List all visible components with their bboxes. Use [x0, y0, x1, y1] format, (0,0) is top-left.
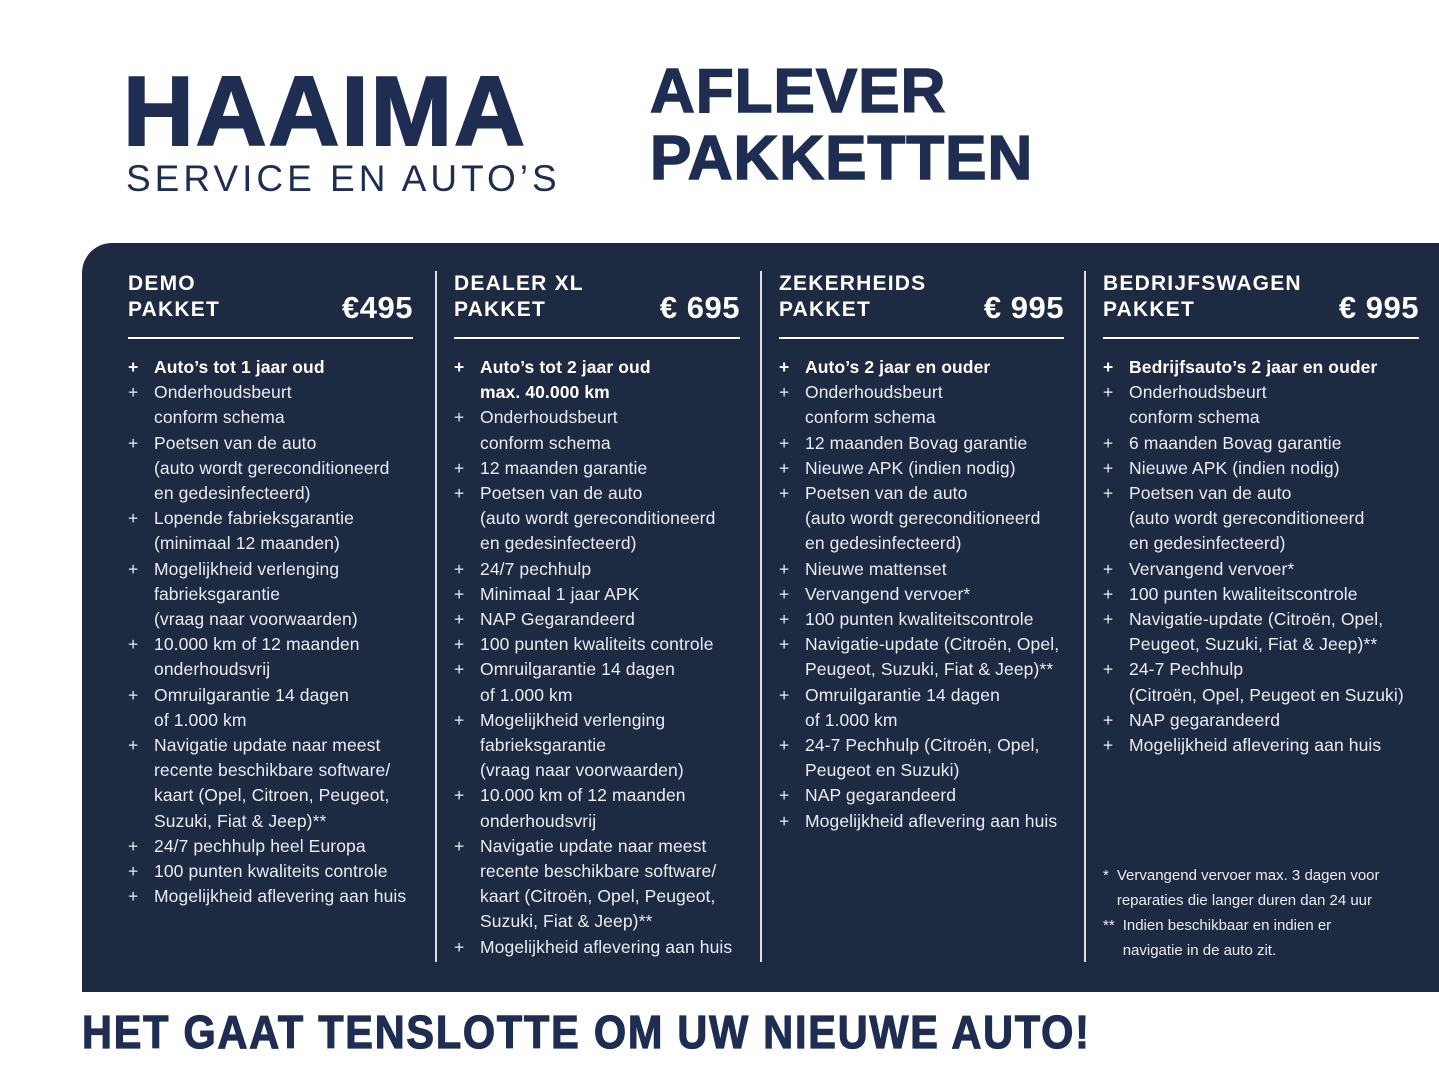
feature-item — [454, 456, 740, 481]
text-line: reparaties die langer duren dan 24 uur — [1116, 892, 1373, 910]
footnote-marker: ** — [1103, 917, 1115, 935]
plus-marker: + — [1103, 735, 1114, 756]
page-title — [650, 58, 1033, 192]
text-line: Peugeot, Suzuki, Fiat & Jeep)** — [805, 659, 1054, 680]
feature-item — [779, 783, 1064, 808]
text-line: (auto wordt gereconditioneerd — [154, 457, 390, 478]
package-column — [437, 271, 762, 962]
text-line: Lopende fabrieksgarantie — [154, 508, 354, 529]
plus-marker: + — [779, 634, 790, 655]
plus-marker: + — [128, 861, 139, 882]
plus-marker: + — [779, 583, 790, 604]
text-line: 10.000 km of 12 maanden — [480, 785, 686, 806]
text-line: kaart (Opel, Citroen, Peugeot, — [154, 785, 390, 806]
footnote-text — [1117, 863, 1380, 913]
text-line: NAP gegarandeerd — [805, 785, 957, 806]
text-line: of 1.000 km — [480, 684, 573, 705]
package-price: €495 — [342, 290, 413, 325]
feature-text — [480, 834, 740, 935]
package-feature-list — [128, 355, 413, 909]
plus-marker: + — [128, 357, 139, 377]
text-line: conform schema — [154, 407, 285, 428]
feature-text — [805, 582, 1064, 607]
feature-text — [154, 834, 413, 859]
plus-marker: + — [454, 785, 465, 806]
text-line: Auto’s 2 jaar en ouder — [805, 357, 991, 377]
package-name-line2: PAKKET — [128, 298, 220, 321]
feature-text — [154, 884, 413, 909]
feature-text — [480, 557, 740, 582]
plus-marker: + — [128, 634, 139, 655]
text-line: Nieuwe mattenset — [805, 558, 947, 579]
text-line: recente beschikbare software/ — [480, 861, 717, 882]
feature-item — [454, 355, 740, 405]
feature-item — [454, 632, 740, 657]
feature-item — [1103, 607, 1419, 657]
feature-item — [454, 557, 740, 582]
text-line: 24-7 Pechhulp (Citroën, Opel, — [805, 735, 1040, 756]
feature-text — [480, 481, 740, 557]
plus-marker: + — [128, 684, 139, 705]
text-line: Auto’s tot 1 jaar oud — [154, 357, 325, 377]
package-header — [1103, 271, 1419, 339]
feature-text — [805, 683, 1064, 733]
feature-item — [128, 683, 413, 733]
plus-marker: + — [128, 508, 139, 529]
text-line: 6 maanden Bovag garantie — [1129, 432, 1342, 453]
plus-marker: + — [779, 432, 790, 453]
text-line: fabrieksgarantie — [154, 583, 281, 604]
package-name — [1103, 271, 1302, 323]
text-line: en gedesinfecteerd) — [805, 533, 962, 554]
text-line: Mogelijkheid verlenging — [480, 709, 666, 730]
feature-text — [805, 607, 1064, 632]
feature-text — [805, 809, 1064, 834]
feature-text — [480, 632, 740, 657]
text-line: (vraag naar voorwaarden) — [154, 609, 358, 630]
text-line: fabrieksgarantie — [480, 735, 607, 756]
feature-text — [480, 405, 740, 455]
feature-item — [779, 431, 1064, 456]
feature-item — [128, 733, 413, 834]
feature-item — [779, 456, 1064, 481]
feature-item — [1103, 431, 1419, 456]
package-column — [762, 271, 1086, 962]
plus-marker: + — [454, 936, 465, 957]
plus-marker: + — [128, 886, 139, 907]
text-line: Nieuwe APK (indien nodig) — [805, 457, 1016, 478]
text-line: Indien beschikbaar en indien er — [1122, 917, 1332, 935]
text-line: Mogelijkheid aflevering aan huis — [480, 936, 733, 957]
text-line: Onderhoudsbeurt — [805, 382, 943, 403]
feature-item — [454, 405, 740, 455]
package-feature-list — [1103, 355, 1419, 758]
feature-item — [1103, 557, 1419, 582]
text-line: Navigatie-update (Citroën, Opel, — [1129, 609, 1384, 630]
plus-marker: + — [779, 735, 790, 756]
text-line: 100 punten kwaliteitscontrole — [805, 609, 1034, 630]
feature-text — [805, 380, 1064, 430]
text-line: Vervangend vervoer max. 3 dagen voor — [1116, 867, 1380, 885]
feature-text — [154, 683, 413, 733]
feature-text — [154, 733, 413, 834]
feature-text — [154, 431, 413, 507]
feature-text — [805, 431, 1064, 456]
footnote-text — [1123, 913, 1331, 963]
text-line: en gedesinfecteerd) — [480, 533, 637, 554]
package-feature-list — [454, 355, 740, 960]
feature-item — [1103, 708, 1419, 733]
text-line: Peugeot en Suzuki) — [805, 760, 960, 781]
text-line: Peugeot, Suzuki, Fiat & Jeep)** — [1129, 634, 1378, 655]
text-line: Omruilgarantie 14 dagen — [805, 684, 1000, 705]
text-line: Mogelijkheid aflevering aan huis — [1129, 735, 1382, 756]
text-line: Omruilgarantie 14 dagen — [154, 684, 349, 705]
feature-text — [1129, 380, 1419, 430]
package-feature-list — [779, 355, 1064, 834]
text-line: NAP gegarandeerd — [1129, 709, 1281, 730]
plus-marker: + — [454, 407, 465, 428]
feature-text — [154, 506, 413, 556]
package-column — [1086, 271, 1439, 962]
feature-item — [128, 884, 413, 909]
text-line: onderhoudsvrij — [480, 810, 597, 831]
text-line: Poetsen van de auto — [480, 483, 643, 504]
plus-marker: + — [128, 835, 139, 856]
feature-item — [128, 431, 413, 507]
text-line: 100 punten kwaliteits controle — [480, 634, 714, 655]
feature-text — [480, 456, 740, 481]
plus-marker: + — [779, 785, 790, 806]
brand-logo: HAAIMA — [123, 56, 527, 166]
feature-text — [1129, 733, 1419, 758]
text-line: (auto wordt gereconditioneerd — [1129, 508, 1365, 529]
feature-text — [805, 733, 1064, 783]
feature-item — [454, 708, 740, 784]
feature-text — [805, 557, 1064, 582]
text-line: (auto wordt gereconditioneerd — [805, 508, 1041, 529]
feature-text — [1129, 657, 1419, 707]
feature-item — [779, 607, 1064, 632]
plus-marker: + — [779, 457, 790, 478]
plus-marker: + — [454, 583, 465, 604]
plus-marker: + — [454, 558, 465, 579]
feature-text — [480, 657, 740, 707]
text-line: Vervangend vervoer* — [1129, 558, 1295, 579]
text-line: Vervangend vervoer* — [805, 583, 971, 604]
package-column — [82, 271, 437, 962]
plus-marker: + — [454, 457, 465, 478]
feature-text — [480, 582, 740, 607]
feature-item — [779, 557, 1064, 582]
feature-item — [454, 935, 740, 960]
feature-item — [128, 859, 413, 884]
plus-marker: + — [1103, 558, 1114, 579]
text-line: kaart (Citroën, Opel, Peugeot, — [480, 886, 716, 907]
plus-marker: + — [1103, 457, 1114, 478]
text-line: 10.000 km of 12 maanden — [154, 634, 360, 655]
footnote-marker: * — [1103, 867, 1109, 885]
feature-item — [779, 582, 1064, 607]
package-name-line1: DEMO — [128, 272, 196, 295]
text-line: onderhoudsvrij — [154, 659, 271, 680]
plus-marker: + — [128, 558, 139, 579]
text-line: en gedesinfecteerd) — [154, 483, 311, 504]
plus-marker: + — [454, 659, 465, 680]
plus-marker: + — [454, 634, 465, 655]
feature-item — [454, 657, 740, 707]
feature-item — [779, 632, 1064, 682]
text-line: navigatie in de auto zit. — [1122, 942, 1277, 960]
feature-item — [128, 557, 413, 633]
text-line: (auto wordt gereconditioneerd — [480, 508, 716, 529]
feature-item — [128, 355, 413, 380]
text-line: Poetsen van de auto — [1129, 483, 1292, 504]
feature-item — [1103, 582, 1419, 607]
text-line: of 1.000 km — [805, 709, 898, 730]
text-line: Suzuki, Fiat & Jeep)** — [154, 810, 327, 831]
package-header — [779, 271, 1064, 339]
feature-text — [1129, 481, 1419, 557]
text-line: conform schema — [480, 432, 611, 453]
feature-item — [128, 380, 413, 430]
plus-marker: + — [1103, 382, 1114, 403]
packages-panel — [82, 243, 1439, 992]
plus-marker: + — [1103, 609, 1114, 630]
plus-marker: + — [1103, 709, 1114, 730]
text-line: en gedesinfecteerd) — [1129, 533, 1286, 554]
plus-marker: + — [1103, 432, 1114, 453]
feature-text — [1129, 456, 1419, 481]
text-line: Navigatie-update (Citroën, Opel, — [805, 634, 1060, 655]
plus-marker: + — [1103, 483, 1114, 504]
plus-marker: + — [1103, 659, 1114, 680]
feature-text — [480, 783, 740, 833]
feature-text — [1129, 557, 1419, 582]
text-line: Bedrijfsauto’s 2 jaar en ouder — [1129, 357, 1378, 377]
text-line: 12 maanden garantie — [480, 457, 648, 478]
feature-item — [779, 380, 1064, 430]
plus-marker: + — [128, 432, 139, 453]
package-name-line1: DEALER XL — [454, 272, 584, 295]
footnote — [1103, 913, 1419, 963]
package-name — [779, 271, 926, 323]
plus-marker: + — [454, 835, 465, 856]
page-title-line2: PAKKETTEN — [650, 124, 1034, 193]
feature-item — [779, 733, 1064, 783]
feature-text — [805, 481, 1064, 557]
feature-item — [779, 809, 1064, 834]
feature-text — [1129, 431, 1419, 456]
plus-marker: + — [779, 357, 790, 377]
text-line: (vraag naar voorwaarden) — [480, 760, 684, 781]
plus-marker: + — [779, 558, 790, 579]
package-price: € 995 — [983, 290, 1064, 325]
plus-marker: + — [1103, 357, 1114, 377]
feature-item — [454, 834, 740, 935]
feature-item — [1103, 355, 1419, 380]
feature-text — [1129, 355, 1419, 380]
feature-item — [128, 632, 413, 682]
text-line: 24/7 pechhulp — [480, 558, 592, 579]
text-line: recente beschikbare software/ — [154, 760, 391, 781]
text-line: Onderhoudsbeurt — [1129, 382, 1267, 403]
text-line: max. 40.000 km — [480, 382, 610, 403]
footnote — [1103, 863, 1419, 913]
package-price: € 995 — [1338, 290, 1419, 325]
package-name-line2: PAKKET — [1103, 298, 1195, 321]
feature-text — [805, 456, 1064, 481]
footnotes-block — [1103, 863, 1419, 963]
package-header — [454, 271, 740, 339]
text-line: Omruilgarantie 14 dagen — [480, 659, 675, 680]
plus-marker: + — [454, 709, 465, 730]
package-header — [128, 271, 413, 339]
text-line: conform schema — [1129, 407, 1260, 428]
feature-text — [154, 859, 413, 884]
feature-item — [454, 481, 740, 557]
text-line: Onderhoudsbeurt — [480, 407, 618, 428]
plus-marker: + — [454, 357, 465, 377]
page-title-line1: AFLEVER — [650, 57, 947, 126]
package-name-line2: PAKKET — [779, 298, 871, 321]
text-line: 100 punten kwaliteitscontrole — [1129, 583, 1358, 604]
feature-text — [805, 632, 1064, 682]
text-line: (Citroën, Opel, Peugeot en Suzuki) — [1129, 684, 1404, 705]
plus-marker: + — [779, 810, 790, 831]
text-line: Onderhoudsbeurt — [154, 382, 292, 403]
text-line: NAP Gegarandeerd — [480, 609, 635, 630]
feature-text — [480, 935, 740, 960]
text-line: Nieuwe APK (indien nodig) — [1129, 457, 1340, 478]
text-line: Auto’s tot 2 jaar oud — [480, 357, 651, 377]
plus-marker: + — [454, 609, 465, 630]
package-name-line1: ZEKERHEIDS — [779, 272, 927, 295]
feature-item — [454, 607, 740, 632]
plus-marker: + — [454, 483, 465, 504]
feature-text — [1129, 607, 1419, 657]
plus-marker: + — [128, 735, 139, 756]
text-line: Mogelijkheid aflevering aan huis — [154, 886, 407, 907]
feature-text — [154, 355, 413, 380]
text-line: of 1.000 km — [154, 709, 247, 730]
text-line: conform schema — [805, 407, 936, 428]
text-line: 12 maanden Bovag garantie — [805, 432, 1028, 453]
feature-item — [128, 506, 413, 556]
feature-item — [779, 683, 1064, 733]
feature-text — [154, 632, 413, 682]
feature-item — [454, 783, 740, 833]
package-name-line2: PAKKET — [454, 298, 546, 321]
feature-item — [1103, 733, 1419, 758]
feature-text — [154, 557, 413, 633]
feature-text — [154, 380, 413, 430]
text-line: 24-7 Pechhulp — [1129, 659, 1244, 680]
text-line: Poetsen van de auto — [154, 432, 317, 453]
text-line: Navigatie update naar meest — [480, 835, 707, 856]
text-line: Poetsen van de auto — [805, 483, 968, 504]
text-line: Suzuki, Fiat & Jeep)** — [480, 911, 653, 932]
plus-marker: + — [779, 483, 790, 504]
feature-item — [1103, 380, 1419, 430]
feature-text — [480, 708, 740, 784]
feature-text — [480, 355, 740, 405]
package-name — [128, 271, 220, 323]
feature-text — [805, 355, 1064, 380]
text-line: 24/7 pechhulp heel Europa — [154, 835, 366, 856]
plus-marker: + — [128, 382, 139, 403]
feature-item — [454, 582, 740, 607]
plus-marker: + — [779, 382, 790, 403]
feature-item — [779, 355, 1064, 380]
feature-text — [480, 607, 740, 632]
feature-item — [1103, 481, 1419, 557]
brand-subtitle: SERVICE EN AUTO’S — [126, 158, 561, 199]
plus-marker: + — [1103, 583, 1114, 604]
text-line: Mogelijkheid aflevering aan huis — [805, 810, 1058, 831]
text-line: (minimaal 12 maanden) — [154, 533, 340, 554]
text-line: Minimaal 1 jaar APK — [480, 583, 640, 604]
feature-item — [128, 834, 413, 859]
feature-text — [805, 783, 1064, 808]
feature-item — [1103, 657, 1419, 707]
feature-text — [1129, 582, 1419, 607]
tagline: HET GAAT TENSLOTTE OM UW NIEUWE AUTO! — [82, 1006, 1091, 1058]
package-price: € 695 — [659, 290, 740, 325]
text-line: Mogelijkheid verlenging — [154, 558, 340, 579]
feature-item — [779, 481, 1064, 557]
text-line: 100 punten kwaliteits controle — [154, 861, 388, 882]
feature-text — [1129, 708, 1419, 733]
package-name-line1: BEDRIJFSWAGEN — [1103, 272, 1302, 295]
feature-item — [1103, 456, 1419, 481]
package-name — [454, 271, 584, 323]
plus-marker: + — [779, 684, 790, 705]
plus-marker: + — [779, 609, 790, 630]
text-line: Navigatie update naar meest — [154, 735, 381, 756]
